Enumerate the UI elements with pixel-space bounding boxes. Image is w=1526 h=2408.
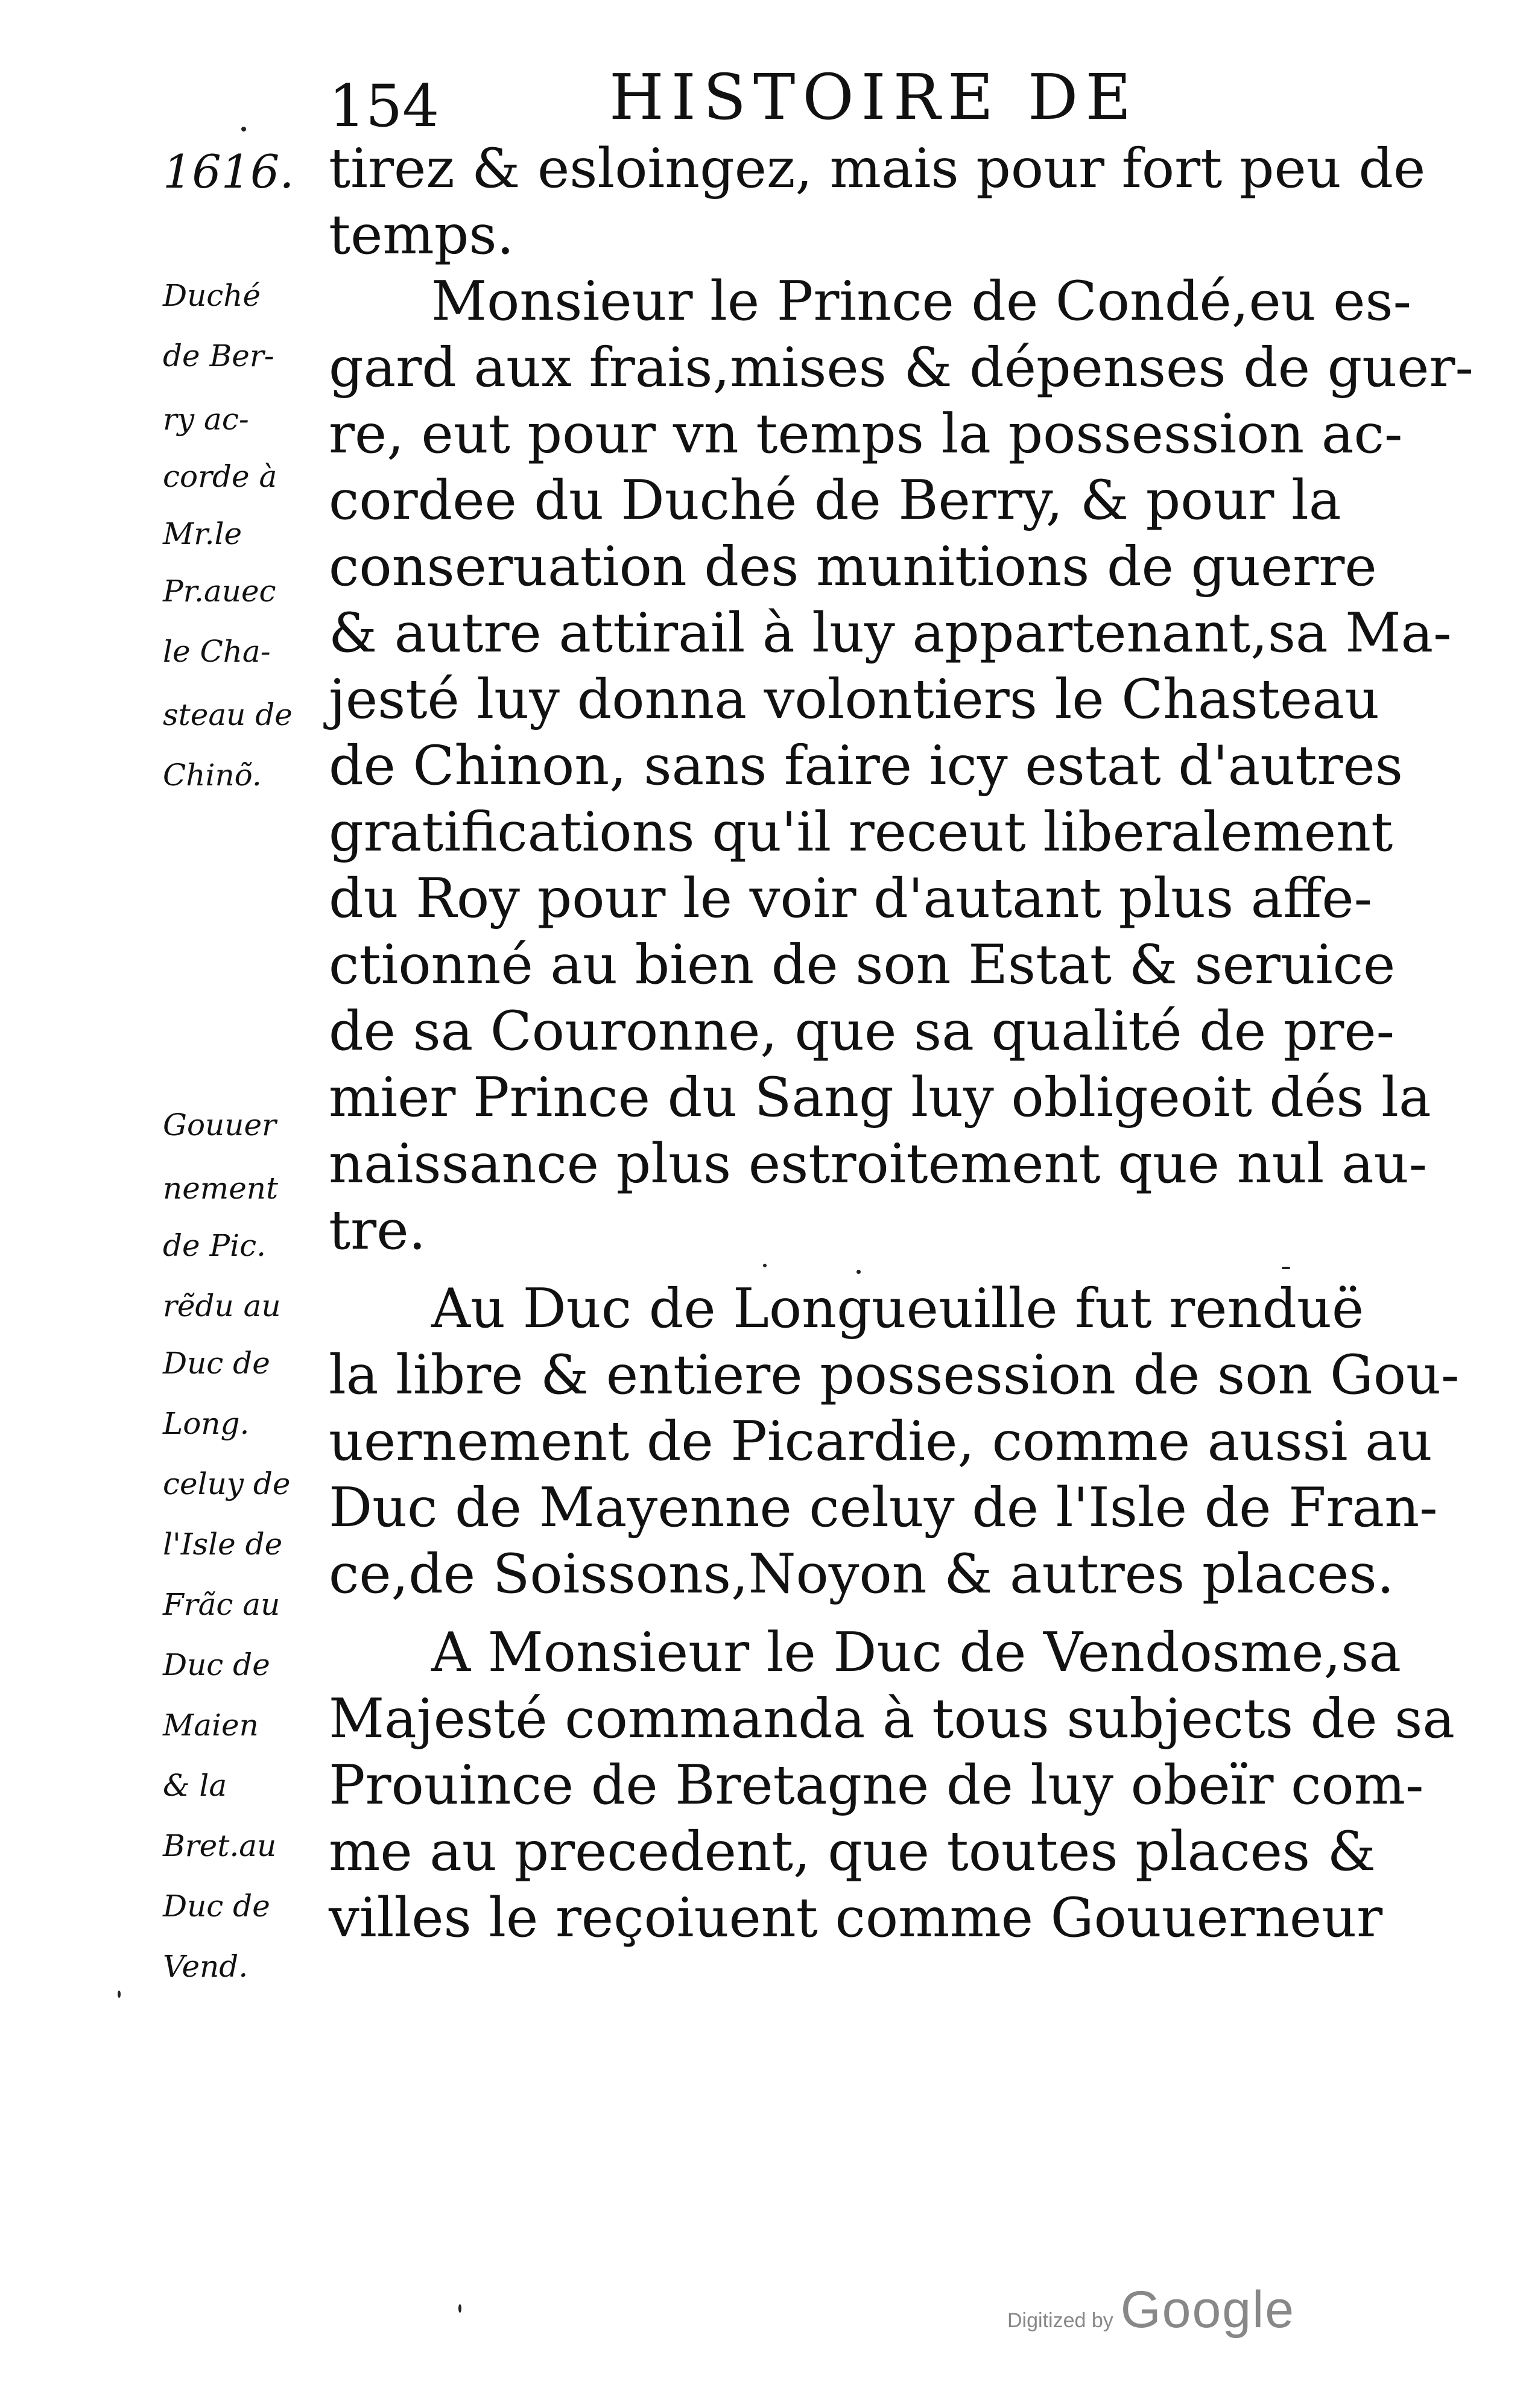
digitized-by-google-watermark bbox=[1007, 2280, 1295, 2340]
page-number: 154 bbox=[329, 72, 440, 140]
ink-speck bbox=[856, 1270, 861, 1274]
body-line: tirez & esloingez, mais pour fort peu de bbox=[329, 137, 1426, 200]
body-line: ctionné au bien de son Estat & seruice bbox=[329, 933, 1396, 996]
body-line: la libre & entiere possession de son Gou- bbox=[329, 1343, 1460, 1407]
side-note: le Cha- bbox=[163, 634, 271, 669]
side-note: & la bbox=[163, 1768, 227, 1803]
side-note: Duc de bbox=[163, 1647, 270, 1682]
body-line: Au Duc de Longueuille fut renduë bbox=[431, 1277, 1364, 1340]
google-logo: Google bbox=[1120, 2281, 1296, 2339]
body-line: & autre attirail à luy appartenant,sa Ma- bbox=[329, 601, 1452, 665]
side-note: Chinõ. bbox=[163, 758, 262, 793]
ink-speck bbox=[1282, 1267, 1290, 1269]
side-note: Maien bbox=[163, 1708, 259, 1743]
side-note: Duc de bbox=[163, 1889, 270, 1924]
body-line: Duc de Mayenne celuy de l'Isle de Fran- bbox=[329, 1476, 1438, 1539]
body-line: ce,de Soissons,Noyon & autres places. bbox=[329, 1542, 1395, 1606]
body-line: uernement de Picardie, comme aussi au bbox=[329, 1410, 1433, 1473]
body-line: gratifications qu'il receut liberalement bbox=[329, 800, 1393, 864]
body-line: Majesté commanda à tous subjects de sa bbox=[329, 1687, 1455, 1751]
side-note: Pr.auec bbox=[163, 574, 276, 609]
ink-speck bbox=[241, 127, 246, 131]
side-note: Duc de bbox=[163, 1346, 270, 1381]
body-line: cordee du Duché de Berry, & pour la bbox=[329, 469, 1341, 532]
ink-speck bbox=[458, 2304, 461, 2313]
ink-speck bbox=[763, 1264, 767, 1267]
side-note: Long. bbox=[163, 1406, 250, 1441]
body-line: tre. bbox=[329, 1199, 426, 1262]
side-note: rẽdu au bbox=[163, 1288, 281, 1323]
body-line: Prouince de Bretagne de luy obeïr com- bbox=[329, 1754, 1424, 1817]
body-line: temps. bbox=[329, 203, 514, 267]
side-note: corde à bbox=[163, 459, 277, 494]
body-line: villes le reçoiuent comme Gouuerneur bbox=[329, 1886, 1383, 1950]
side-note: Bret.au bbox=[163, 1828, 277, 1863]
side-note: l'Isle de bbox=[163, 1527, 283, 1562]
body-line: mier Prince du Sang luy obligeoit dés la bbox=[329, 1066, 1431, 1129]
body-line: du Roy pour le voir d'autant plus affe- bbox=[329, 867, 1373, 930]
body-line: me au precedent, que toutes places & bbox=[329, 1820, 1376, 1883]
running-head: HISTOIRE DE bbox=[609, 60, 1139, 134]
side-note: de Ber- bbox=[163, 338, 274, 373]
side-note: celuy de bbox=[163, 1466, 291, 1501]
side-note: Duché bbox=[163, 278, 261, 313]
side-note: Mr.le bbox=[163, 516, 242, 551]
body-line: de Chinon, sans faire icy estat d'autres bbox=[329, 734, 1403, 797]
margin-year: 1616. bbox=[163, 145, 294, 198]
body-line: Monsieur le Prince de Condé,eu es- bbox=[431, 270, 1412, 333]
body-line: conseruation des munitions de guerre bbox=[329, 535, 1377, 598]
side-note: nement bbox=[163, 1171, 279, 1206]
body-line: naissance plus estroitement que nul au- bbox=[329, 1132, 1428, 1196]
body-line: de sa Couronne, que sa qualité de pre- bbox=[329, 1000, 1395, 1063]
side-note: steau de bbox=[163, 697, 293, 732]
ink-speck bbox=[118, 1991, 121, 1998]
body-line: A Monsieur le Duc de Vendosme,sa bbox=[431, 1621, 1402, 1684]
side-note: Gouuer bbox=[163, 1107, 276, 1142]
body-line: re, eut pour vn temps la possession ac- bbox=[329, 402, 1403, 466]
watermark-prefix: Digitized by bbox=[1007, 2309, 1113, 2332]
side-note: Vend. bbox=[163, 1949, 249, 1984]
side-note: ry ac- bbox=[163, 402, 249, 437]
body-line: gard aux frais,mises & dépenses de guer- bbox=[329, 336, 1474, 399]
side-note: de Pic. bbox=[163, 1228, 267, 1263]
body-line: jesté luy donna volontiers le Chasteau bbox=[329, 668, 1379, 731]
side-note: Frãc au bbox=[163, 1587, 280, 1622]
